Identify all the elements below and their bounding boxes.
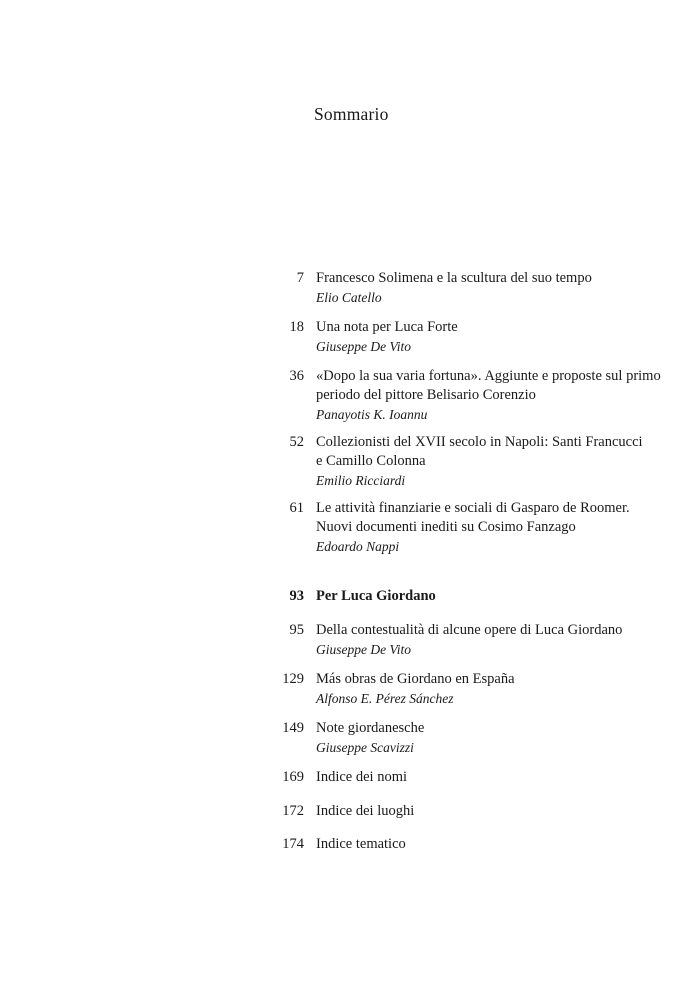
toc-page-number: 172 (282, 803, 304, 819)
toc-entry-text (316, 621, 676, 659)
toc-page-number: 93 (289, 588, 304, 604)
toc-entry-text (316, 768, 676, 787)
toc-entry-author: Edoardo Nappi (316, 539, 400, 554)
toc-page-number: 7 (296, 270, 304, 286)
toc-page-number: 36 (289, 368, 304, 384)
toc-entry-title: Francesco Solimena e la scultura del suo tempo (316, 270, 592, 286)
toc-entry-title: Una nota per Luca Forte (316, 319, 458, 335)
toc-entry-title: Indice dei luoghi (316, 803, 415, 819)
toc-entry-title: Le attività finanziarie e sociali di Gasparo de Roomer. (316, 500, 630, 516)
toc-entry-title: Note giordanesche (316, 720, 425, 736)
toc-entry-author: Elio Catello (316, 290, 382, 305)
section-heading-title: Per Luca Giordano (316, 588, 436, 604)
toc-entry-title-continued: periodo del pittore Belisario Corenzio (316, 387, 536, 403)
toc-entry-text (316, 269, 676, 307)
toc-entry-title: «Dopo la sua varia fortuna». Aggiunte e proposte sul primo (316, 368, 661, 384)
toc-entry-author: Giuseppe De Vito (316, 339, 411, 354)
page-title: Sommario (314, 104, 389, 124)
toc-page-number: 18 (289, 319, 304, 335)
toc-page-number: 169 (282, 769, 304, 785)
toc-entry-text (316, 433, 676, 490)
toc-entry-title-continued: Nuovi documenti inediti su Cosimo Fanzago (316, 519, 576, 535)
toc-entry-title: Más obras de Giordano en España (316, 671, 515, 687)
toc-entry-author: Giuseppe De Vito (316, 642, 411, 657)
toc-page-number: 129 (282, 671, 304, 687)
toc-page-number: 95 (289, 622, 304, 638)
toc-entry-text (316, 499, 676, 556)
toc-page-number: 149 (282, 720, 304, 736)
toc-entry-text (316, 367, 676, 424)
toc-entry-title: Collezionisti del XVII secolo in Napoli: Santi Francucci (316, 434, 643, 450)
toc-entry-text (316, 670, 676, 708)
toc-entry-title: Indice dei nomi (316, 769, 408, 785)
toc-entry-text (316, 802, 676, 821)
toc-entry-text (316, 835, 676, 854)
toc-page-number: 52 (289, 434, 304, 450)
toc-entry-text (316, 318, 676, 356)
toc-page-number: 174 (282, 836, 304, 852)
toc-entry-text (316, 719, 676, 757)
toc-entry-title: Della contestualità di alcune opere di Luca Giordano (316, 622, 623, 638)
toc-entry-title: Indice tematico (316, 836, 406, 852)
toc-entry-author: Emilio Ricciardi (316, 473, 406, 488)
toc-entry-author: Panayotis K. Ioannu (316, 407, 428, 422)
toc-entry-text (316, 587, 676, 606)
toc-entry-author: Alfonso E. Pérez Sánchez (316, 691, 454, 706)
toc-page-number: 61 (289, 500, 304, 516)
toc-entry-author: Giuseppe Scavizzi (316, 740, 414, 755)
toc-entry-title-continued: e Camillo Colonna (316, 453, 426, 469)
